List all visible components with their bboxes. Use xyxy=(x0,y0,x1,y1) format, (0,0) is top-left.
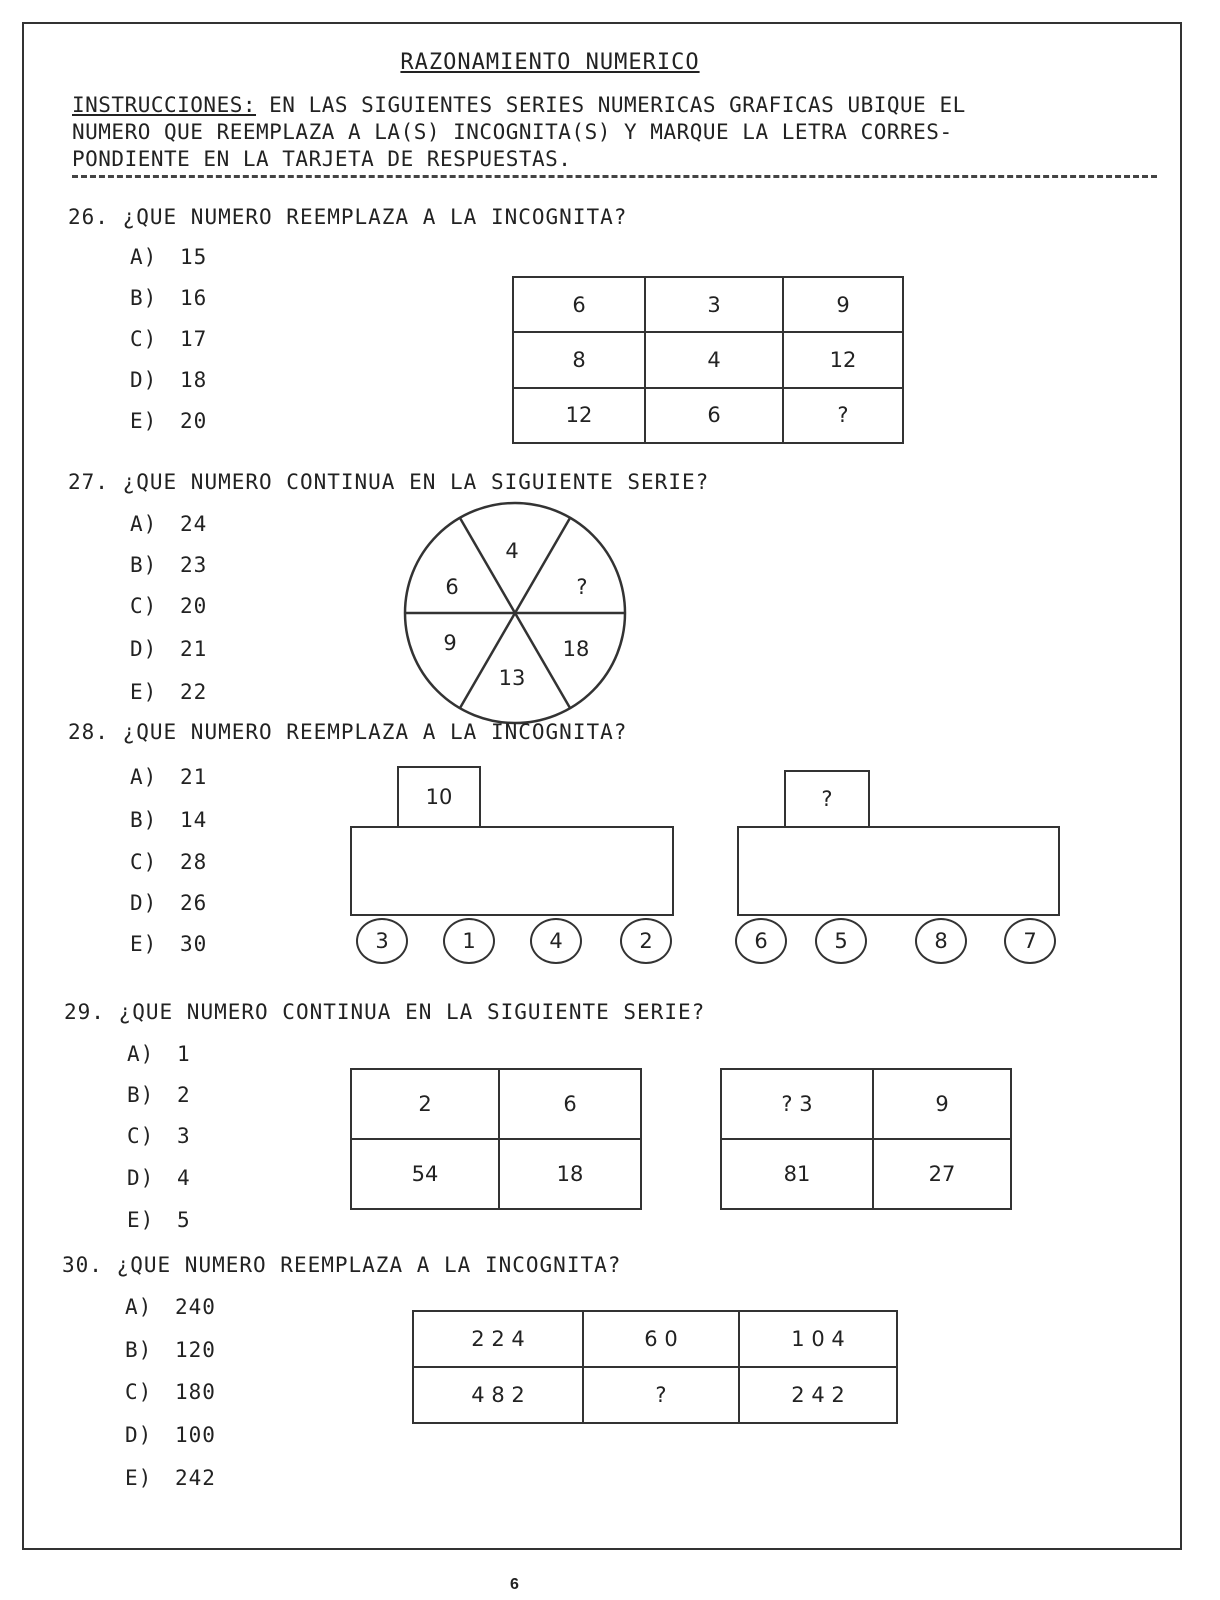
grid-cell: 54 xyxy=(351,1139,499,1209)
instructions-line-1: EN LAS SIGUIENTES SERIES NUMERICAS GRAFICAS UBIQUE EL xyxy=(256,93,966,117)
circle-value: 18 xyxy=(562,637,590,661)
instructions-line-2: NUMERO QUE REEMPLAZA A LA(S) INCOGNITA(S) Y MARQUE LA LETRA CORRES- xyxy=(72,120,953,144)
grid-cell: 12 xyxy=(513,388,645,443)
grid-cell: 2 4 2 xyxy=(739,1367,897,1423)
grid-cell: 2 xyxy=(351,1069,499,1139)
circle-value: 4 xyxy=(505,539,519,563)
option[interactable]: C) 17 xyxy=(130,327,208,351)
option[interactable]: B) 23 xyxy=(130,553,208,577)
option[interactable]: A) 1 xyxy=(127,1042,191,1066)
truck-wheel: 3 xyxy=(356,918,408,964)
option[interactable]: E) 242 xyxy=(125,1466,216,1490)
option[interactable]: E) 22 xyxy=(130,680,208,704)
question-27: 27. ¿QUE NUMERO CONTINUA EN LA SIGUIENTE SERIE? xyxy=(68,470,710,494)
grid-cell: 6 xyxy=(513,277,645,332)
grid-cell: ? xyxy=(783,388,903,443)
grid-cell: 9 xyxy=(873,1069,1011,1139)
grid-cell: 81 xyxy=(721,1139,873,1209)
option[interactable]: C) 3 xyxy=(127,1124,191,1148)
option[interactable]: B) 14 xyxy=(130,808,208,832)
option[interactable]: B) 120 xyxy=(125,1338,216,1362)
grid-cell: 18 xyxy=(499,1139,641,1209)
option[interactable]: C) 20 xyxy=(130,594,208,618)
question-28: 28. ¿QUE NUMERO REEMPLAZA A LA INCOGNITA? xyxy=(68,720,628,744)
question-29: 29. ¿QUE NUMERO CONTINUA EN LA SIGUIENTE SERIE? xyxy=(64,1000,706,1024)
option[interactable]: E) 30 xyxy=(130,932,208,956)
option[interactable]: E) 20 xyxy=(130,409,208,433)
truck-wheel: 2 xyxy=(620,918,672,964)
grid-cell: 6 xyxy=(499,1069,641,1139)
truck-wheel: 1 xyxy=(443,918,495,964)
option[interactable]: A) 15 xyxy=(130,245,208,269)
option[interactable]: D) 21 xyxy=(130,637,208,661)
instructions-label: INSTRUCCIONES: xyxy=(72,93,257,117)
question-30: 30. ¿QUE NUMERO REEMPLAZA A LA INCOGNITA? xyxy=(62,1253,622,1277)
grid-cell: ? 3 xyxy=(721,1069,873,1139)
option[interactable]: B) 16 xyxy=(130,286,208,310)
q27-circle xyxy=(400,500,630,730)
q29-grid-1 xyxy=(350,1068,642,1210)
option[interactable]: A) 24 xyxy=(130,512,208,536)
truck-2-cab: ? xyxy=(784,770,870,828)
q30-grid xyxy=(412,1310,898,1424)
q26-grid xyxy=(512,276,904,444)
circle-value: 6 xyxy=(445,575,459,599)
grid-cell: 6 0 xyxy=(583,1311,739,1367)
instructions-line-3: PONDIENTE EN LA TARJETA DE RESPUESTAS. xyxy=(72,147,572,171)
truck-2-body xyxy=(737,826,1060,916)
grid-cell: 2 2 4 xyxy=(413,1311,583,1367)
grid-cell: 27 xyxy=(873,1139,1011,1209)
grid-cell: 1 0 4 xyxy=(739,1311,897,1367)
option[interactable]: A) 240 xyxy=(125,1295,216,1319)
circle-value: ? xyxy=(576,575,588,599)
instructions xyxy=(72,92,1152,173)
truck-1-cab: 10 xyxy=(397,766,481,828)
grid-cell: 9 xyxy=(783,277,903,332)
truck-wheel: 5 xyxy=(815,918,867,964)
grid-cell: 8 xyxy=(513,332,645,387)
option[interactable]: C) 180 xyxy=(125,1380,216,1404)
page-number: 6 xyxy=(510,1576,519,1593)
grid-cell: ? xyxy=(583,1367,739,1423)
question-26: 26. ¿QUE NUMERO REEMPLAZA A LA INCOGNITA? xyxy=(68,205,628,229)
truck-wheel: 8 xyxy=(915,918,967,964)
option[interactable]: E) 5 xyxy=(127,1208,191,1232)
option[interactable]: A) 21 xyxy=(130,765,208,789)
grid-cell: 3 xyxy=(645,277,783,332)
page-title: RAZONAMIENTO NUMERICO xyxy=(400,50,700,75)
option[interactable]: D) 26 xyxy=(130,891,208,915)
grid-cell: 12 xyxy=(783,332,903,387)
grid-cell: 6 xyxy=(645,388,783,443)
option[interactable]: D) 100 xyxy=(125,1423,216,1447)
option[interactable]: D) 4 xyxy=(127,1166,191,1190)
option[interactable]: C) 28 xyxy=(130,850,208,874)
circle-value: 13 xyxy=(498,666,526,690)
truck-1-body xyxy=(350,826,674,916)
q29-grid-2 xyxy=(720,1068,1012,1210)
grid-cell: 4 xyxy=(645,332,783,387)
divider xyxy=(72,175,1157,178)
truck-wheel: 7 xyxy=(1004,918,1056,964)
truck-wheel: 4 xyxy=(530,918,582,964)
circle-value: 9 xyxy=(443,631,457,655)
option[interactable]: D) 18 xyxy=(130,368,208,392)
truck-wheel: 6 xyxy=(735,918,787,964)
option[interactable]: B) 2 xyxy=(127,1083,191,1107)
grid-cell: 4 8 2 xyxy=(413,1367,583,1423)
